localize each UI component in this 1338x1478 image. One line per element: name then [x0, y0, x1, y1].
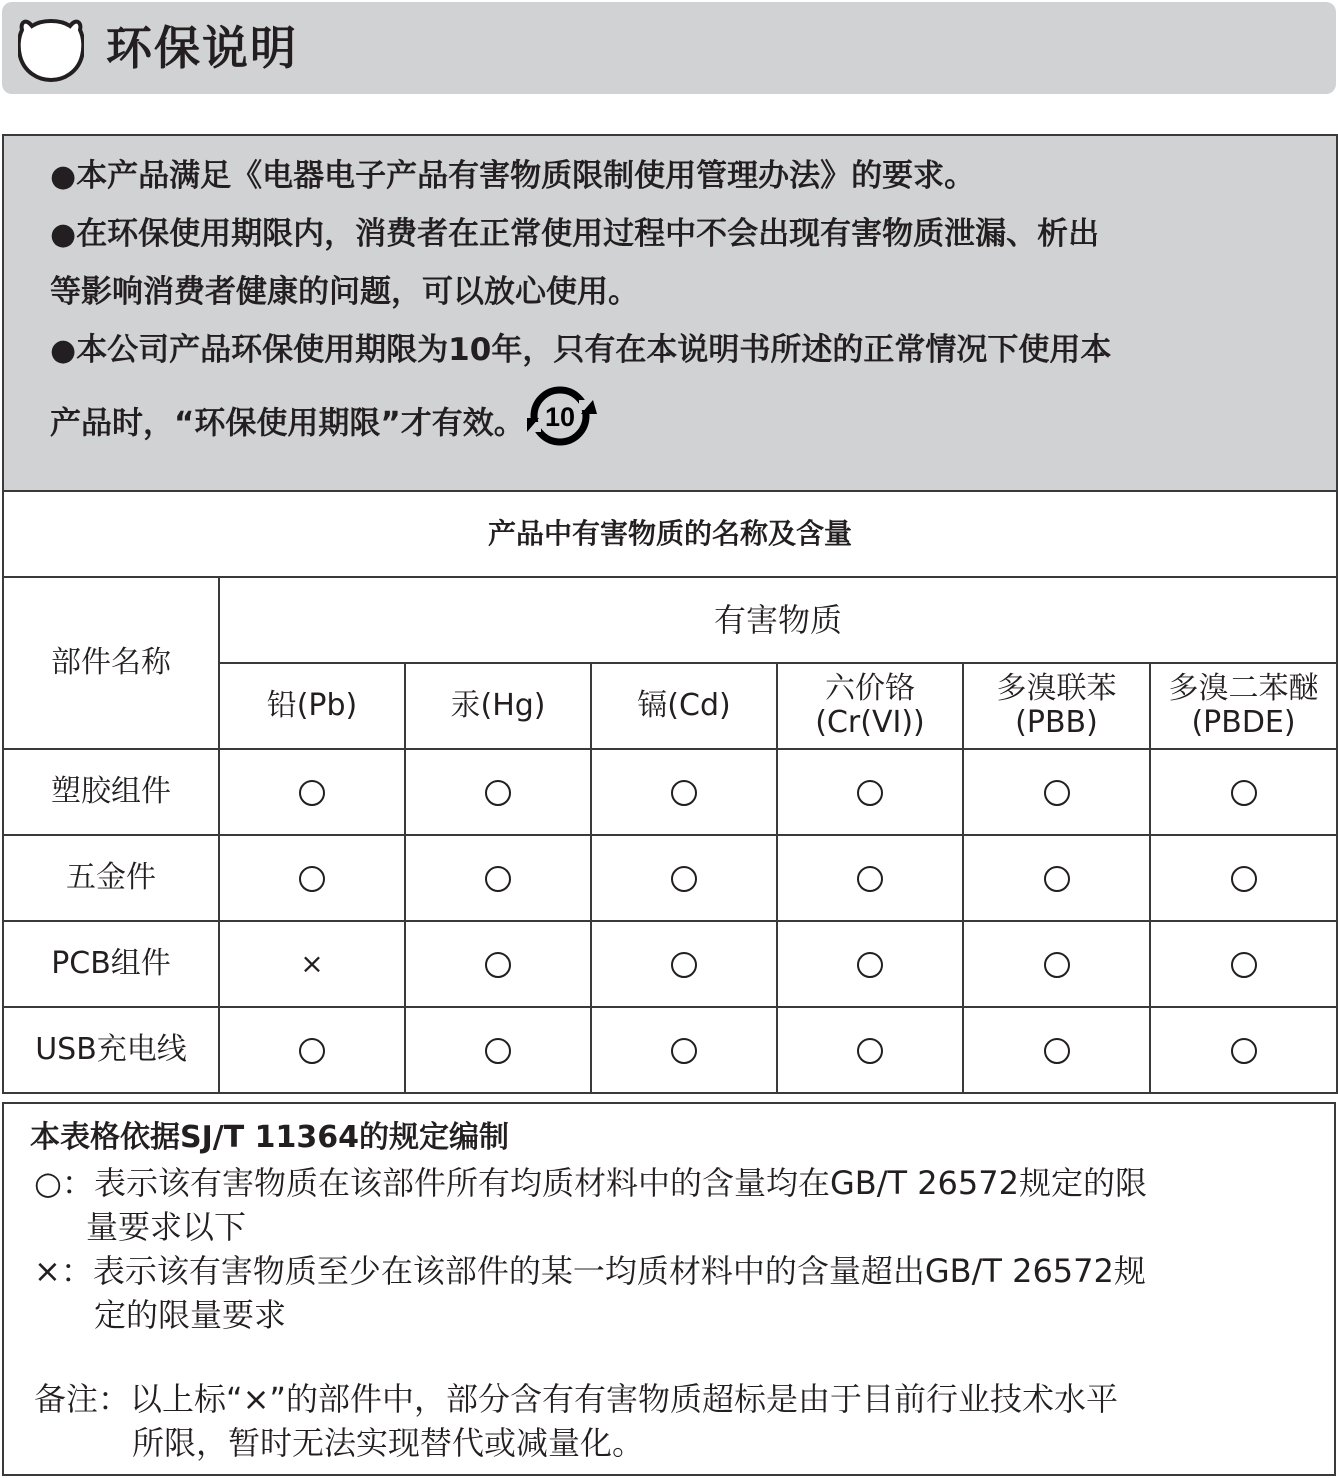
compliant-mark — [857, 952, 883, 978]
mark-cell — [591, 1007, 777, 1093]
compliant-mark — [671, 952, 697, 978]
mark-cell — [405, 1007, 591, 1093]
legend-panel — [2, 1102, 1336, 1476]
mark-cell — [591, 835, 777, 921]
compliant-mark — [1044, 866, 1070, 892]
part-name-header: 部件名称 — [3, 577, 219, 749]
mark-cell — [405, 921, 591, 1007]
mark-cell — [963, 835, 1150, 921]
mark-cell — [219, 1007, 405, 1093]
compliant-mark — [1044, 1038, 1070, 1064]
mark-cell — [1150, 1007, 1337, 1093]
table-title: 产品中有害物质的名称及含量 — [3, 491, 1337, 577]
mark-cell — [219, 835, 405, 921]
compliant-mark — [1231, 952, 1257, 978]
table-row — [3, 1007, 1337, 1093]
hazardous-substance-header: 有害物质 — [219, 577, 1337, 663]
recycle-10-icon — [527, 384, 597, 458]
legend-note-line-1: 备注：以上标“×”的部件中，部分含有有害物质超标是由于目前行业技术水平 — [34, 1380, 1118, 1418]
compliant-mark — [671, 1038, 697, 1064]
bear-face-icon — [18, 12, 84, 86]
mark-cell — [591, 749, 777, 835]
mark-cell — [219, 749, 405, 835]
mark-cell — [963, 921, 1150, 1007]
legend-note-line-2: 所限，暂时无法实现替代或减量化。 — [132, 1424, 645, 1462]
compliant-mark — [299, 866, 325, 892]
mark-cell — [405, 749, 591, 835]
table-row — [3, 921, 1337, 1007]
notice-line-2b: 等影响消费者健康的问题，可以放心使用。 — [50, 274, 639, 310]
compliant-mark — [485, 866, 511, 892]
notice-line-1: ●本产品满足《电器电子产品有害物质限制使用管理办法》的要求。 — [50, 158, 976, 194]
compliant-mark — [671, 866, 697, 892]
legend-circle-line-2: 量要求以下 — [86, 1208, 247, 1246]
notice-line-2a: ●在环保使用期限内，消费者在正常使用过程中不会出现有害物质泄漏、析出 — [50, 216, 1100, 252]
mark-cell — [963, 749, 1150, 835]
table-row — [3, 749, 1337, 835]
legend-cross-line-1: ×：表示该有害物质至少在该部件的某一均质材料中的含量超出GB/T 26572规 — [34, 1252, 1146, 1290]
part-name-cell: PCB组件 — [3, 921, 219, 1007]
compliant-mark — [1044, 780, 1070, 806]
mark-cell — [777, 1007, 963, 1093]
header-bar — [2, 2, 1336, 94]
compliant-mark — [1231, 780, 1257, 806]
compliant-mark — [857, 780, 883, 806]
mark-cell — [777, 921, 963, 1007]
compliant-mark — [1044, 952, 1070, 978]
svg-text:10: 10 — [544, 402, 575, 432]
exceeds-limit-mark: × — [300, 947, 324, 980]
legend-cross-line-2: 定的限量要求 — [94, 1296, 287, 1334]
compliant-mark — [299, 780, 325, 806]
mark-cell — [405, 835, 591, 921]
part-name-cell: USB充电线 — [3, 1007, 219, 1093]
compliant-mark — [857, 1038, 883, 1064]
legend-circle-line-1: ○：表示该有害物质在该部件所有均质材料中的含量均在GB/T 26572规定的限 — [34, 1164, 1147, 1202]
substance-header: 多溴联苯 (PBB) — [963, 663, 1150, 749]
substance-header: 镉(Cd) — [591, 663, 777, 749]
compliant-mark — [485, 1038, 511, 1064]
mark-cell — [591, 921, 777, 1007]
compliant-mark — [485, 952, 511, 978]
mark-cell — [219, 921, 405, 1007]
compliant-mark — [857, 866, 883, 892]
substance-header: 汞(Hg) — [405, 663, 591, 749]
mark-cell — [777, 835, 963, 921]
mark-cell — [963, 1007, 1150, 1093]
mark-cell — [777, 749, 963, 835]
compliant-mark — [1231, 1038, 1257, 1064]
part-name-cell: 塑胶组件 — [3, 749, 219, 835]
part-name-cell: 五金件 — [3, 835, 219, 921]
hazardous-substances-table — [2, 490, 1338, 1094]
compliant-mark — [299, 1038, 325, 1064]
compliant-mark — [485, 780, 511, 806]
substance-header: 多溴二苯醚 (PBDE) — [1150, 663, 1337, 749]
mark-cell — [1150, 835, 1337, 921]
mark-cell — [1150, 921, 1337, 1007]
compliant-mark — [1231, 866, 1257, 892]
notice-panel — [2, 134, 1338, 492]
page-title: 环保说明 — [106, 21, 298, 75]
legend-title: 本表格依据SJ/T 11364的规定编制 — [30, 1120, 510, 1155]
substance-header: 六价铬 (Cr(VI)) — [777, 663, 963, 749]
table-row — [3, 835, 1337, 921]
mark-cell — [1150, 749, 1337, 835]
notice-line-3b: 产品时，“环保使用期限”才有效。 10 — [50, 388, 597, 462]
compliant-mark — [671, 780, 697, 806]
substance-header: 铅(Pb) — [219, 663, 405, 749]
notice-line-3a: ●本公司产品环保使用期限为10年，只有在本说明书所述的正常情况下使用本 — [50, 332, 1112, 368]
